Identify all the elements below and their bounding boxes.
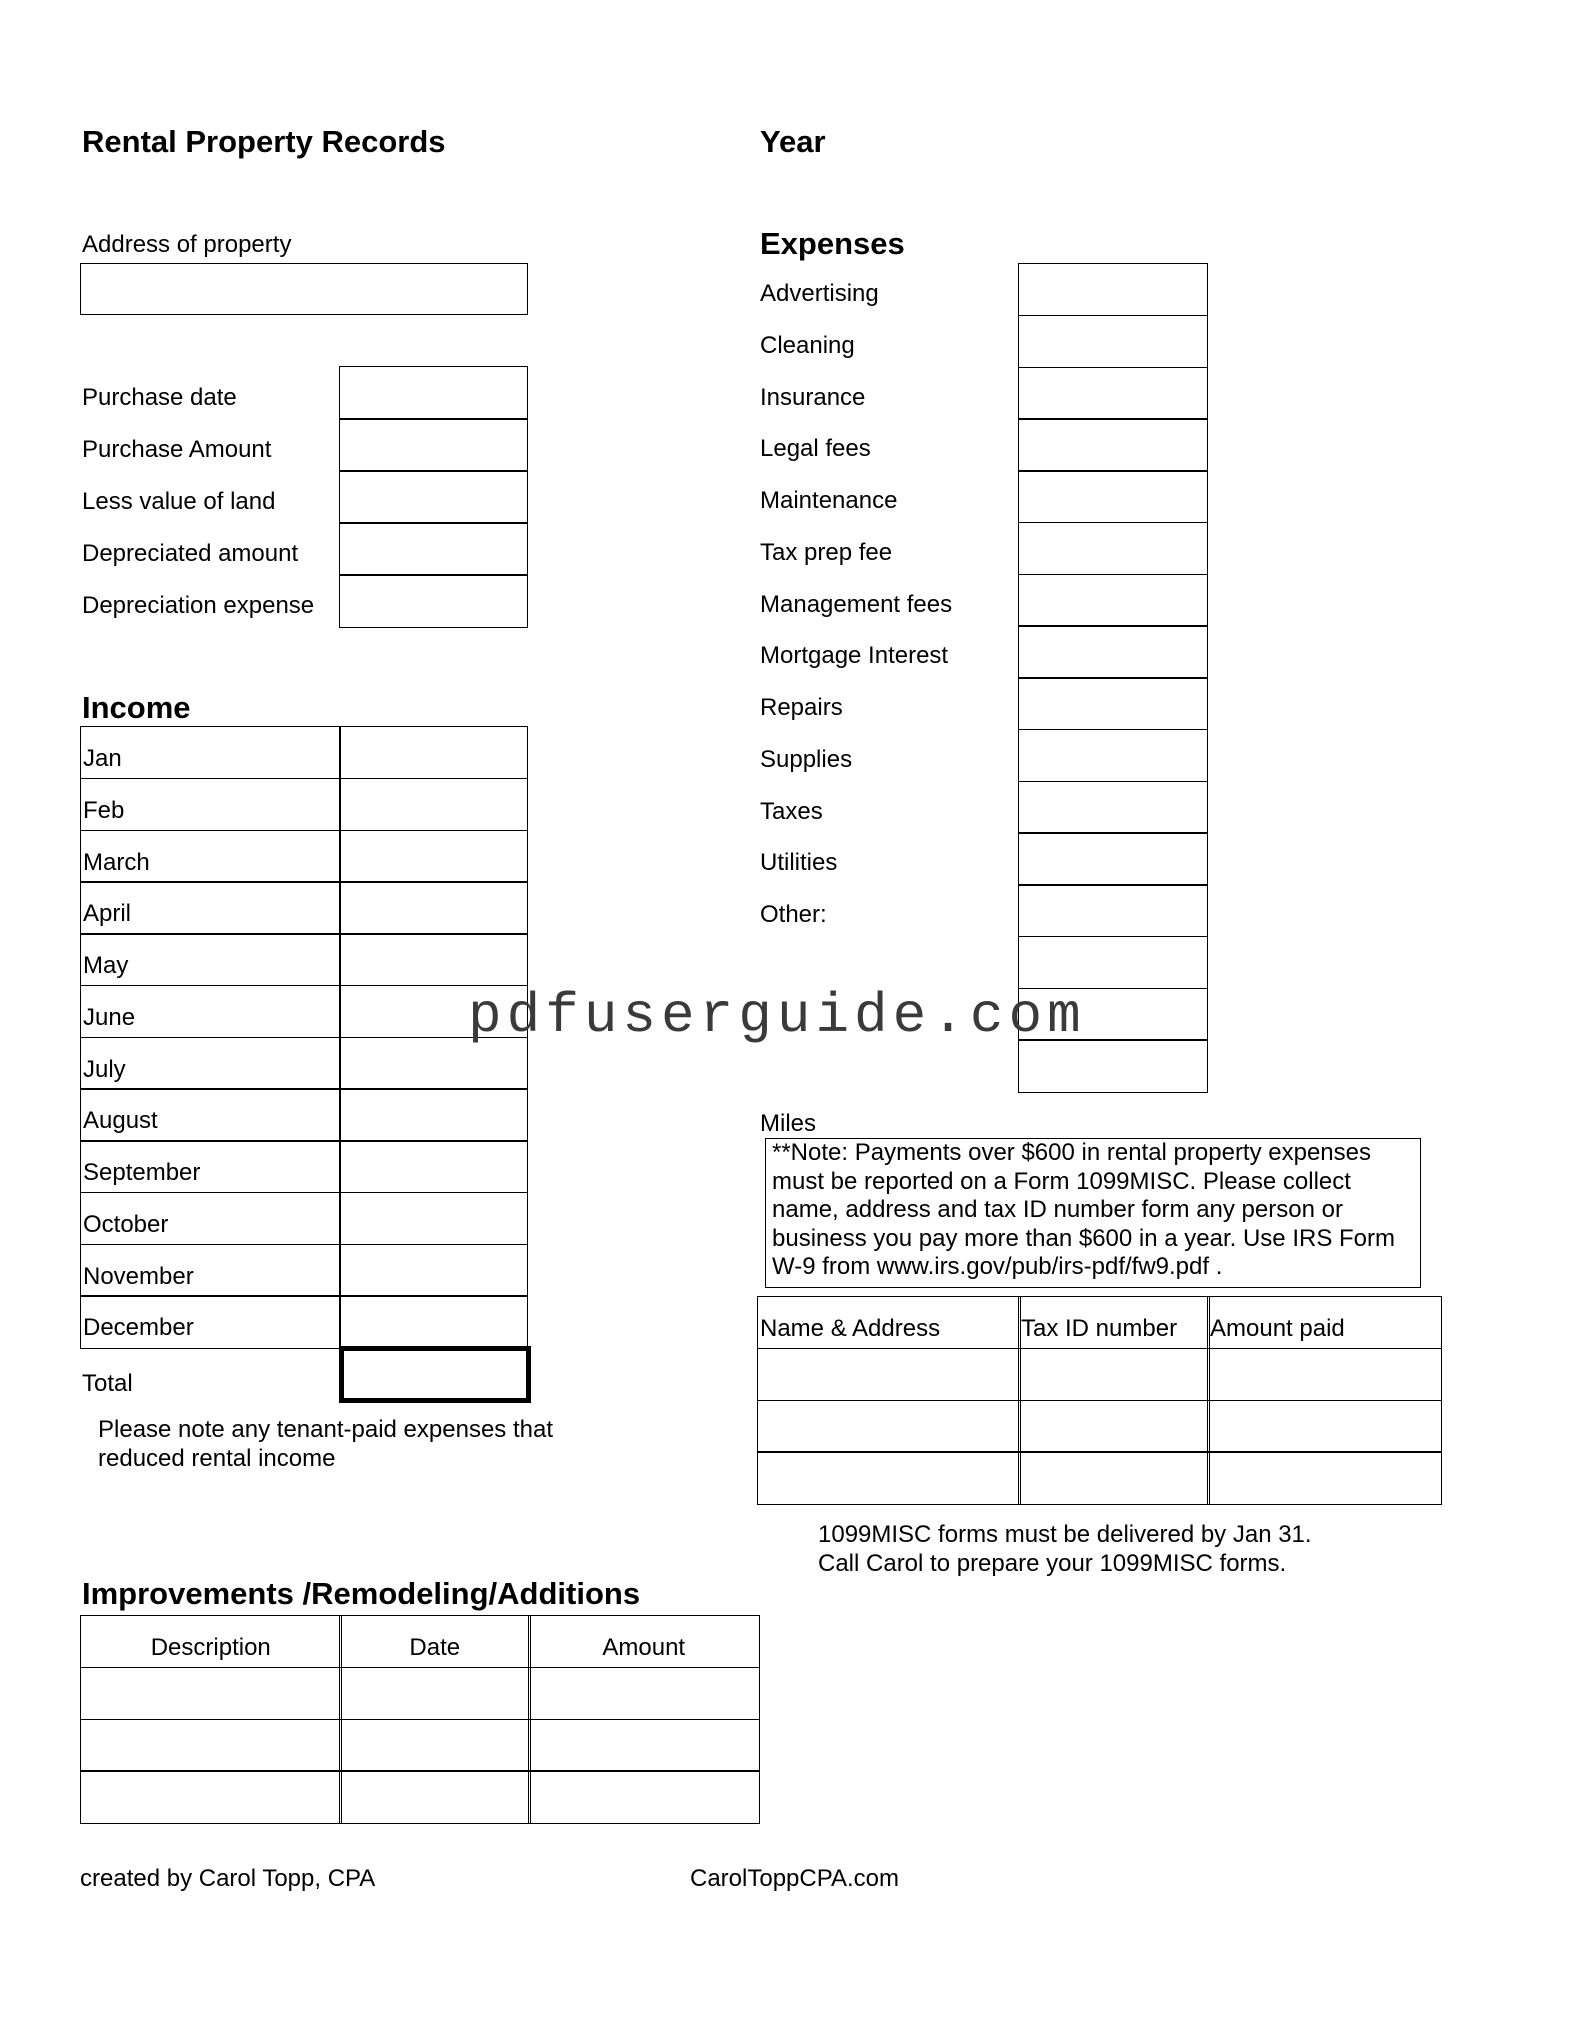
income-amount-input[interactable]	[339, 1140, 528, 1193]
improvements-header-label: Description	[150, 1634, 271, 1661]
income-month-cell	[80, 985, 341, 1038]
property-field-input[interactable]	[339, 366, 528, 420]
property-field-input[interactable]	[339, 522, 528, 576]
expense-item-label: Mortgage Interest	[760, 642, 949, 670]
expense-amount-input[interactable]	[1018, 781, 1208, 834]
delivery-note: 1099MISC forms must be delivered by Jan 31. Call Carol to prepare your 1099MISC forms.	[818, 1521, 1312, 1577]
payee-tax-id-input[interactable]	[1018, 1400, 1210, 1453]
expense-amount-input[interactable]	[1018, 729, 1208, 782]
expense-amount-input[interactable]	[1018, 470, 1208, 523]
income-month-cell	[80, 830, 341, 883]
improvement-description-input[interactable]	[80, 1770, 342, 1823]
income-month-cell	[80, 1140, 341, 1193]
address-label: Address of property	[82, 231, 292, 258]
income-amount-input[interactable]	[339, 830, 528, 883]
expense-item-label: Cleaning	[760, 331, 855, 359]
property-field-input[interactable]	[339, 418, 528, 472]
income-month-cell	[80, 1088, 341, 1141]
income-month-label: Feb	[83, 796, 125, 824]
income-amount-input[interactable]	[339, 881, 528, 934]
income-month-cell	[80, 1037, 341, 1090]
expense-amount-input[interactable]	[1018, 263, 1208, 316]
property-field-input[interactable]	[339, 574, 528, 628]
payee-header-label: Amount paid	[1210, 1315, 1345, 1342]
expense-item-label: Advertising	[760, 280, 879, 307]
payee-header-label: Name & Address	[760, 1315, 941, 1342]
payee-amount-paid-input[interactable]	[1207, 1400, 1442, 1453]
expense-item-label: Taxes	[760, 797, 823, 825]
property-field-label: Depreciation expense	[82, 592, 315, 619]
payee-name-address-input[interactable]	[757, 1451, 1021, 1504]
expense-amount-input[interactable]	[1018, 367, 1208, 420]
improvements-header-label: Date	[409, 1634, 461, 1661]
miles-label: Miles	[760, 1110, 817, 1137]
expense-item-label: Maintenance	[760, 487, 898, 514]
payee-amount-paid-input[interactable]	[1207, 1348, 1442, 1401]
income-month-cell	[80, 933, 341, 986]
payee-tax-id-input[interactable]	[1018, 1348, 1210, 1401]
income-month-cell	[80, 1244, 341, 1297]
income-title: Income	[82, 690, 191, 725]
improvement-date-input[interactable]	[339, 1667, 531, 1720]
expense-item-label: Other:	[760, 901, 827, 928]
improvement-description-input[interactable]	[80, 1667, 342, 1720]
page-title: Rental Property Records	[82, 124, 446, 159]
expense-amount-input[interactable]	[1018, 315, 1208, 368]
income-month-cell	[80, 1192, 341, 1245]
income-month-cell	[80, 778, 341, 831]
income-amount-input[interactable]	[339, 1088, 528, 1141]
improvements-header-cell	[80, 1615, 342, 1668]
payee-name-address-input[interactable]	[757, 1400, 1021, 1453]
property-field-label: Less value of land	[82, 488, 276, 515]
income-month-label: June	[83, 1003, 136, 1031]
expense-item-label: Insurance	[760, 383, 866, 411]
expense-amount-input[interactable]	[1018, 884, 1208, 937]
expense-amount-input[interactable]	[1018, 574, 1208, 627]
income-month-label: December	[83, 1314, 194, 1342]
improvement-date-input[interactable]	[339, 1719, 531, 1772]
expense-item-label: Management fees	[760, 590, 953, 618]
payee-header-cell	[1207, 1296, 1442, 1349]
income-amount-input[interactable]	[339, 933, 528, 986]
expense-item-label: Tax prep fee	[760, 538, 893, 566]
footer-credit: created by Carol Topp, CPA	[80, 1865, 376, 1892]
tenant-paid-note: Please note any tenant-paid expenses that reduced rental income	[98, 1416, 553, 1472]
total-label: Total	[82, 1370, 133, 1397]
property-field-label: Depreciated amount	[82, 540, 299, 567]
expense-amount-input[interactable]	[1018, 418, 1208, 471]
expense-amount-input[interactable]	[1018, 677, 1208, 730]
income-amount-input[interactable]	[339, 1192, 528, 1245]
income-amount-input[interactable]	[339, 778, 528, 831]
watermark: pdfuserguide.com	[468, 984, 1086, 1048]
income-month-label: May	[83, 952, 129, 979]
income-month-label: August	[83, 1107, 158, 1135]
expenses-title: Expenses	[760, 226, 905, 261]
income-amount-input[interactable]	[339, 1295, 528, 1348]
income-month-label: Jan	[83, 745, 122, 772]
expense-amount-input[interactable]	[1018, 522, 1208, 575]
year-label: Year	[760, 124, 826, 159]
property-field-input[interactable]	[339, 470, 528, 524]
improvement-amount-input[interactable]	[528, 1667, 760, 1720]
income-month-label: September	[83, 1159, 201, 1186]
income-month-cell	[80, 1295, 341, 1348]
property-field-label: Purchase date	[82, 384, 237, 411]
address-field[interactable]	[80, 263, 528, 315]
improvement-amount-input[interactable]	[528, 1770, 760, 1823]
improvement-description-input[interactable]	[80, 1719, 342, 1772]
income-month-label: April	[83, 900, 132, 928]
payee-header-cell	[757, 1296, 1021, 1349]
payee-header-label: Tax ID number	[1021, 1315, 1178, 1342]
total-field[interactable]	[339, 1346, 531, 1403]
payee-tax-id-input[interactable]	[1018, 1451, 1210, 1504]
income-month-cell	[80, 726, 341, 779]
payee-header-cell	[1018, 1296, 1210, 1349]
income-month-label: October	[83, 1210, 169, 1238]
income-month-label: March	[83, 848, 150, 876]
expense-amount-input[interactable]	[1018, 625, 1208, 678]
improvement-date-input[interactable]	[339, 1770, 531, 1823]
income-amount-input[interactable]	[339, 726, 528, 779]
improvements-header-cell	[528, 1615, 760, 1668]
income-month-label: November	[83, 1262, 194, 1290]
income-amount-input[interactable]	[339, 1244, 528, 1297]
property-field-label: Purchase Amount	[82, 436, 272, 463]
improvements-title: Improvements /Remodeling/Additions	[82, 1576, 641, 1611]
improvements-header-label: Amount	[602, 1634, 686, 1661]
improvements-header-cell	[339, 1615, 531, 1668]
form-1099-note: **Note: Payments over $600 in rental property expenses must be reported on a Form 1099MISC. Please collect name, address and tax ID number form any person or business you pay more than $600 in a year. Use IRS Form W-9 from www.irs.gov/pub/irs-pdf/fw9.pdf .	[765, 1138, 1421, 1288]
expense-item-label: Repairs	[760, 694, 843, 721]
payee-name-address-input[interactable]	[757, 1348, 1021, 1401]
expense-amount-input[interactable]	[1018, 832, 1208, 885]
payee-amount-paid-input[interactable]	[1207, 1451, 1442, 1504]
footer-website: CarolToppCPA.com	[690, 1865, 899, 1892]
improvement-amount-input[interactable]	[528, 1719, 760, 1772]
expense-amount-input[interactable]	[1018, 936, 1208, 989]
expense-item-label: Utilities	[760, 849, 838, 877]
expense-item-label: Legal fees	[760, 435, 871, 463]
income-month-label: July	[83, 1055, 126, 1083]
income-month-cell	[80, 881, 341, 934]
expense-item-label: Supplies	[760, 745, 853, 773]
